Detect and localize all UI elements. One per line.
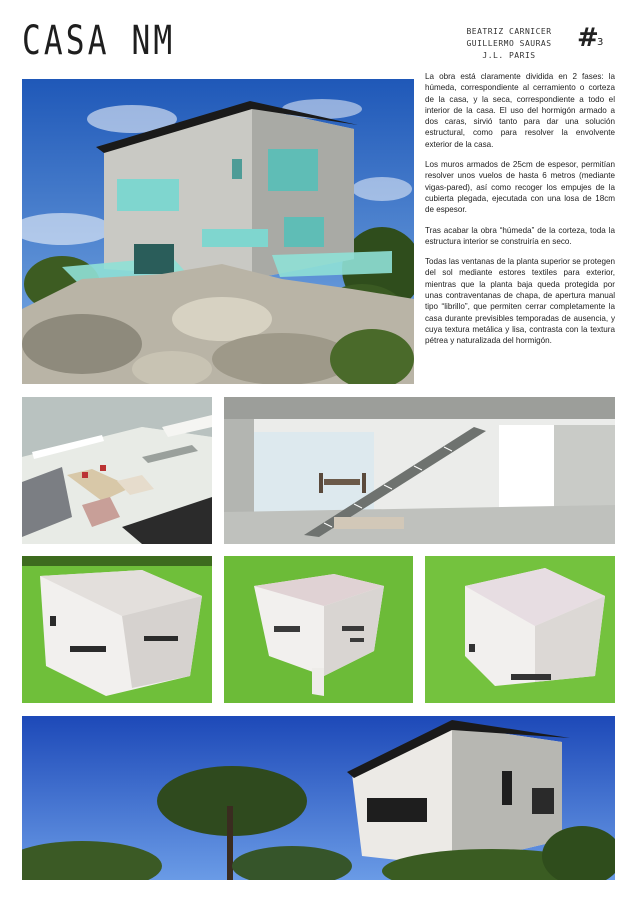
body-text [425, 71, 615, 356]
page-title: CASA NM [22, 18, 176, 64]
page-number: 3 [597, 37, 604, 48]
author-name: GUILLERMO SAURAS [466, 39, 552, 48]
paragraph: Tras acabar la obra “húmeda” de la corteza, toda la estructura interior se construiría en seco. [425, 225, 615, 246]
author-name: BEATRIZ CARNICER [466, 27, 552, 36]
render-interior-aerial [22, 397, 212, 544]
author-name: J.L. PARIS [482, 51, 536, 60]
hash-icon: # [577, 23, 599, 53]
authors-block [444, 26, 574, 62]
model-photo-2 [224, 556, 413, 703]
model-photo-1 [22, 556, 212, 703]
paragraph: Los muros armados de 25cm de espesor, permitían resolver unos vuelos de hasta 6 metros (mediante vigas-pared), así como recoger los empujes de la cubierta plegada, ejecutada con una losa de 18cm de espesor. [425, 160, 615, 215]
exterior-photo-main [22, 79, 414, 384]
paragraph: Todas las ventanas de la planta superior se protegen del sol mediante estores textiles para exterior, mientras que la planta baja queda protegida por unas contraventanas de chapa, de apertura manual tipo “librillo”, que permiten cerrar completamente la casa durante previsibles temporadas de ausencia, y cuya textura metálica y lisa, contrasta con la textura pétrea y naturalizada del hormigón. [425, 257, 615, 346]
paragraph: La obra está claramente dividida en 2 fases: la húmeda, correspondiente al cerramiento o corteza de la casa, y la seca, correspondiente a todo el interior de la casa. El uso del hormigón armado a dos caras, sirvió tanto para dar una solución estructural, como para resolver la envolvente exterior de la casa. [425, 72, 615, 149]
render-interior-stair [224, 397, 615, 544]
exterior-photo-bottom [22, 716, 615, 880]
model-photo-3 [425, 556, 615, 703]
